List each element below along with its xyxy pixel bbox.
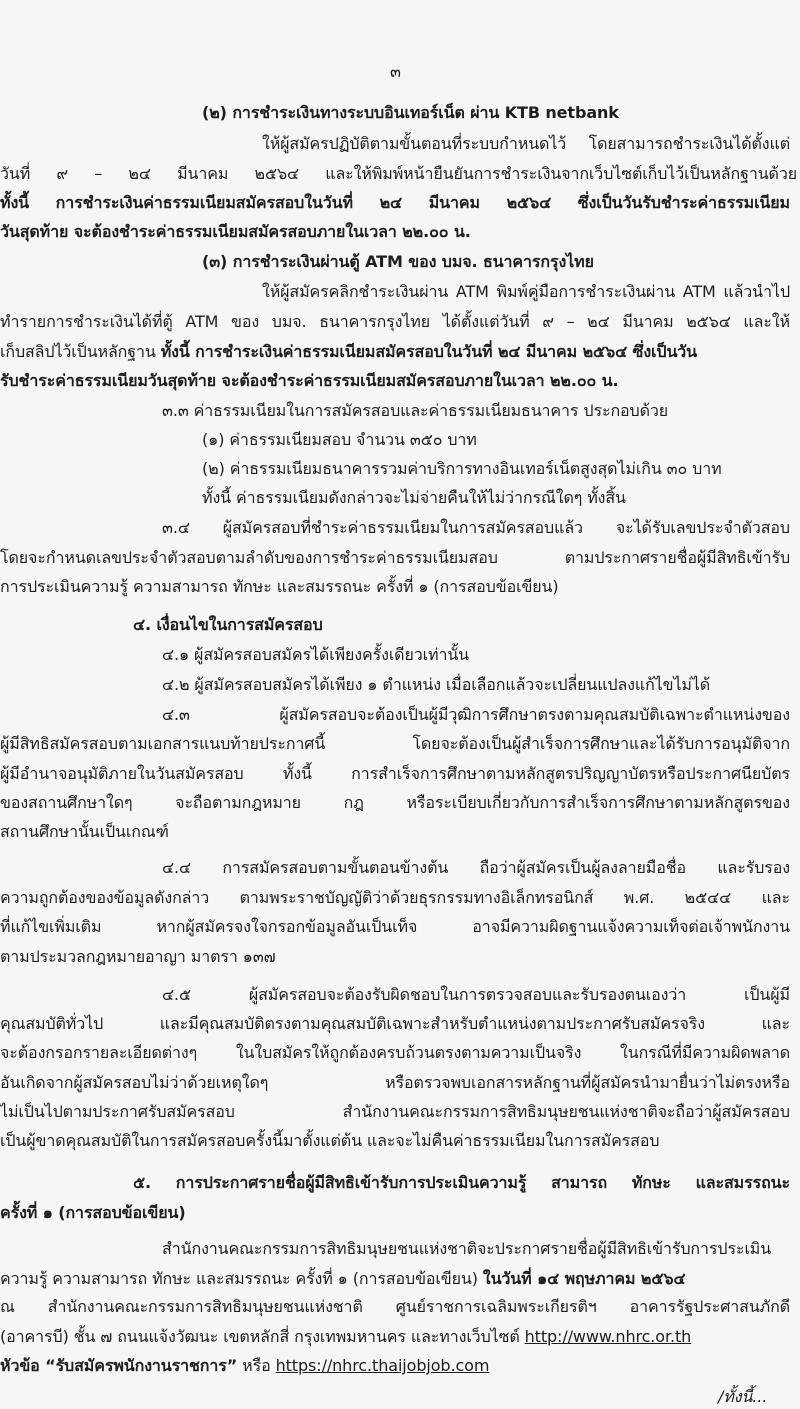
text-line: โดยจะกำหนดเลขประจำตัวสอบตามลำดับของการชำระค่าธรรมเนียมสอบ ตามประกาศรายชื่อผู้มีสิทธิเข้ารับ xyxy=(0,548,790,567)
section-heading-5: ๕. การประกาศรายชื่อผู้มีสิทธิเข้ารับการประเมินความรู้ สามารถ ทักษะ และสมรรถนะ xyxy=(133,1173,790,1192)
text-line xyxy=(0,1327,691,1347)
text-line-bold: รับชำระค่าธรรมเนียมวันสุดท้าย จะต้องชำระค่าธรรมเนียมสมัครสอบภายในเวลา ๒๒.๐๐ น. xyxy=(0,371,619,390)
fee-item-exam: (๑) ค่าธรรมเนียมสอบ จำนวน ๓๕๐ บาท xyxy=(202,430,477,449)
text-line: ๔.๓ ผู้สมัครสอบจะต้องเป็นผู้มีวุฒิการศึกษาตรงตามคุณสมบัติเฉพาะตำแหน่งของ xyxy=(162,705,790,724)
text-segment: (อาคารบี) ชั้น ๗ ถนนแจ้งวัฒนะ เขตหลักสี่ กรุงเทพมหานคร และทางเว็บไซต์ xyxy=(0,1327,525,1346)
section-heading-5-cont: ครั้งที่ ๑ (การสอบข้อเขียน) xyxy=(0,1203,186,1222)
text-line: ๔.๒ ผู้สมัครสอบสมัครได้เพียง ๑ ตำแหน่ง เมื่อเลือกแล้วจะเปลี่ยนแปลงแก้ไขไม่ได้ xyxy=(162,675,711,694)
announcement-date: ในวันที่ ๑๔ พฤษภาคม ๒๕๖๔ xyxy=(482,1269,686,1288)
text-line: คุณสมบัติทั่วไป และมีคุณสมบัติตรงตามคุณสมบัติเฉพาะสำหรับตำแหน่งตามประกาศรับสมัครจริง และ xyxy=(0,1014,790,1033)
text-line: ๓.๓ ค่าธรรมเนียมในการสมัครสอบและค่าธรรมเนียมธนาคาร ประกอบด้วย xyxy=(162,401,669,420)
text-line: ให้ผู้สมัครปฏิบัติตามขั้นตอนที่ระบบกำหนดไว้ โดยสามารถชำระเงินได้ตั้งแต่ xyxy=(262,134,790,153)
text-line: ๔.๔ การสมัครสอบตามขั้นตอนข้างต้น ถือว่าผู้สมัครเป็นผู้ลงลายมือชื่อ และรับรอง xyxy=(162,858,790,877)
text-segment: หรือ xyxy=(237,1356,276,1375)
text-line xyxy=(0,342,697,362)
fee-item-bank: (๒) ค่าธรรมเนียมธนาคารรวมค่าบริการทางอินเทอร์เน็ตสูงสุดไม่เกิน ๓๐ บาท xyxy=(202,459,722,478)
text-line: ของสถานศึกษาใดๆ จะถือตามกฎหมาย กฎ หรือระเบียบเกี่ยวกับการสำเร็จการศึกษาตามหลักสูตรของ xyxy=(0,793,790,812)
text-line: ๔.๑ ผู้สมัครสอบสมัครได้เพียงครั้งเดียวเท่านั้น xyxy=(162,645,470,664)
text-line: เป็นผู้ขาดคุณสมบัติในการสมัครสอบครั้งนี้มาตั้งแต่ต้น และจะไม่คืนค่าธรรมเนียมในการสมัครสอบ xyxy=(0,1131,660,1150)
continued-marker: /ทั้งนี้... xyxy=(718,1387,768,1406)
text-line: ไม่เป็นไปตามประกาศรับสมัครสอบ สำนักงานคณะกรรมการสิทธิมนุษยชนแห่งชาติจะถือว่าผู้สมัครสอบ xyxy=(0,1102,790,1121)
text-line-bold: ทั้งนี้ การชำระเงินค่าธรรมเนียมสมัครสอบในวันที่ ๒๔ มีนาคม ๒๕๖๔ ซึ่งเป็นวันรับชำระค่าธรรมเนียม xyxy=(0,193,790,212)
nhrc-website-link[interactable]: http://www.nhrc.or.th xyxy=(524,1327,692,1346)
section-heading-4: ๔. เงื่อนไขในการสมัครสอบ xyxy=(133,615,323,634)
text-line: ๔.๕ ผู้สมัครสอบจะต้องรับผิดชอบในการตรวจสอบและรับรองตนเองว่า เป็นผู้มี xyxy=(162,985,790,1004)
text-segment: เก็บสลิปไว้เป็นหลักฐาน xyxy=(0,342,161,361)
topic-label: หัวข้อ “รับสมัครพนักงานราชการ” xyxy=(0,1356,238,1375)
text-line: อันเกิดจากผู้สมัครสอบไม่ว่าด้วยเหตุใดๆ หรือตรวจพบเอกสารหลักฐานที่ผู้สมัครนำมายื่นว่าไม่ตรงหรือ xyxy=(0,1073,790,1092)
text-line: ตามประมวลกฎหมายอาญา มาตรา ๑๓๗ xyxy=(0,947,276,966)
text-segment: ความรู้ ความสามารถ ทักษะ และสมรรถนะ ครั้งที่ ๑ (การสอบข้อเขียน) xyxy=(0,1269,483,1288)
text-segment-bold: ทั้งนี้ การชำระเงินค่าธรรมเนียมสมัครสอบในวันที่ ๒๔ มีนาคม ๒๕๖๔ ซึ่งเป็นวัน xyxy=(160,342,698,361)
text-line: ณ สำนักงานคณะกรรมการสิทธิมนุษยชนแห่งชาติ ศูนย์ราชการเฉลิมพระเกียรติฯ อาคารรัฐประศาสนภักดี xyxy=(0,1297,790,1316)
heading-internet-payment: (๒) การชำระเงินทางระบบอินเทอร์เน็ต ผ่าน KTB netbank xyxy=(202,103,619,122)
text-line: ให้ผู้สมัครคลิกชำระเงินผ่าน ATM พิมพ์คู่มือการชำระเงินผ่าน ATM แล้วนำไป xyxy=(262,282,790,301)
text-line: ผู้มีสิทธิสมัครสอบตามเอกสารแนบท้ายประกาศนี้ โดยจะต้องเป็นผู้สำเร็จการศึกษาและได้รับการอนุมัติจาก xyxy=(0,734,790,753)
heading-atm-payment: (๓) การชำระเงินผ่านตู้ ATM ของ บมจ. ธนาคารกรุงไทย xyxy=(202,252,594,271)
text-line: ๓.๔ ผู้สมัครสอบที่ชำระค่าธรรมเนียมในการสมัครสอบแล้ว จะได้รับเลขประจำตัวสอบ xyxy=(162,518,790,537)
text-line xyxy=(0,1269,685,1289)
text-line: สำนักงานคณะกรรมการสิทธิมนุษยชนแห่งชาติจะประกาศรายชื่อผู้มีสิทธิเข้ารับการประเมิน xyxy=(162,1239,772,1258)
text-line xyxy=(0,1356,489,1376)
text-line: วันที่ ๙ – ๒๔ มีนาคม ๒๕๖๔ และให้พิมพ์หน้ายืนยันการชำระเงินจากเว็บไซต์เก็บไว้เป็นหลักฐานด้วย xyxy=(0,164,797,183)
text-line: การประเมินความรู้ ความสามารถ ทักษะ และสมรรถนะ ครั้งที่ ๑ (การสอบข้อเขียน) xyxy=(0,577,559,596)
text-line: ทำรายการชำระเงินได้ที่ตู้ ATM ของ บมจ. ธนาคารกรุงไทย ได้ตั้งแต่วันที่ ๙ – ๒๔ มีนาคม ๒๕๖๔ และให้ xyxy=(0,312,790,331)
text-line: สถานศึกษานั้นเป็นเกณฑ์ xyxy=(0,822,169,841)
text-line: ที่แก้ไขเพิ่มเติม หากผู้สมัครจงใจกรอกข้อมูลอันเป็นเท็จ อาจมีความผิดฐานแจ้งความเท็จต่อเจ้าพนักงาน xyxy=(0,917,790,936)
text-line: จะต้องกรอกรายละเอียดต่างๆ ในใบสมัครให้ถูกต้องครบถ้วนตรงตามความเป็นจริง ในกรณีที่มีความผิดพลาด xyxy=(0,1043,790,1062)
text-line-bold: วันสุดท้าย จะต้องชำระค่าธรรมเนียมสมัครสอบภายในเวลา ๒๒.๐๐ น. xyxy=(0,222,471,241)
text-line: ความถูกต้องของข้อมูลดังกล่าว ตามพระราชบัญญัติว่าด้วยธุรกรรมทางอิเล็กทรอนิกส์ พ.ศ. ๒๕๔๔ และ xyxy=(0,888,790,907)
thaijobjob-link[interactable]: https://nhrc.thaijobjob.com xyxy=(275,1356,490,1375)
page-number: ๓ xyxy=(390,62,401,81)
text-line: ผู้มีอำนาจอนุมัติภายในวันสมัครสอบ ทั้งนี้ การสำเร็จการศึกษาตามหลักสูตรปริญญาบัตรหรือประกาศนียบัตร xyxy=(0,764,790,783)
text-line: ทั้งนี้ ค่าธรรมเนียมดังกล่าวจะไม่จ่ายคืนให้ไม่ว่ากรณีใดๆ ทั้งสิ้น xyxy=(202,488,626,507)
